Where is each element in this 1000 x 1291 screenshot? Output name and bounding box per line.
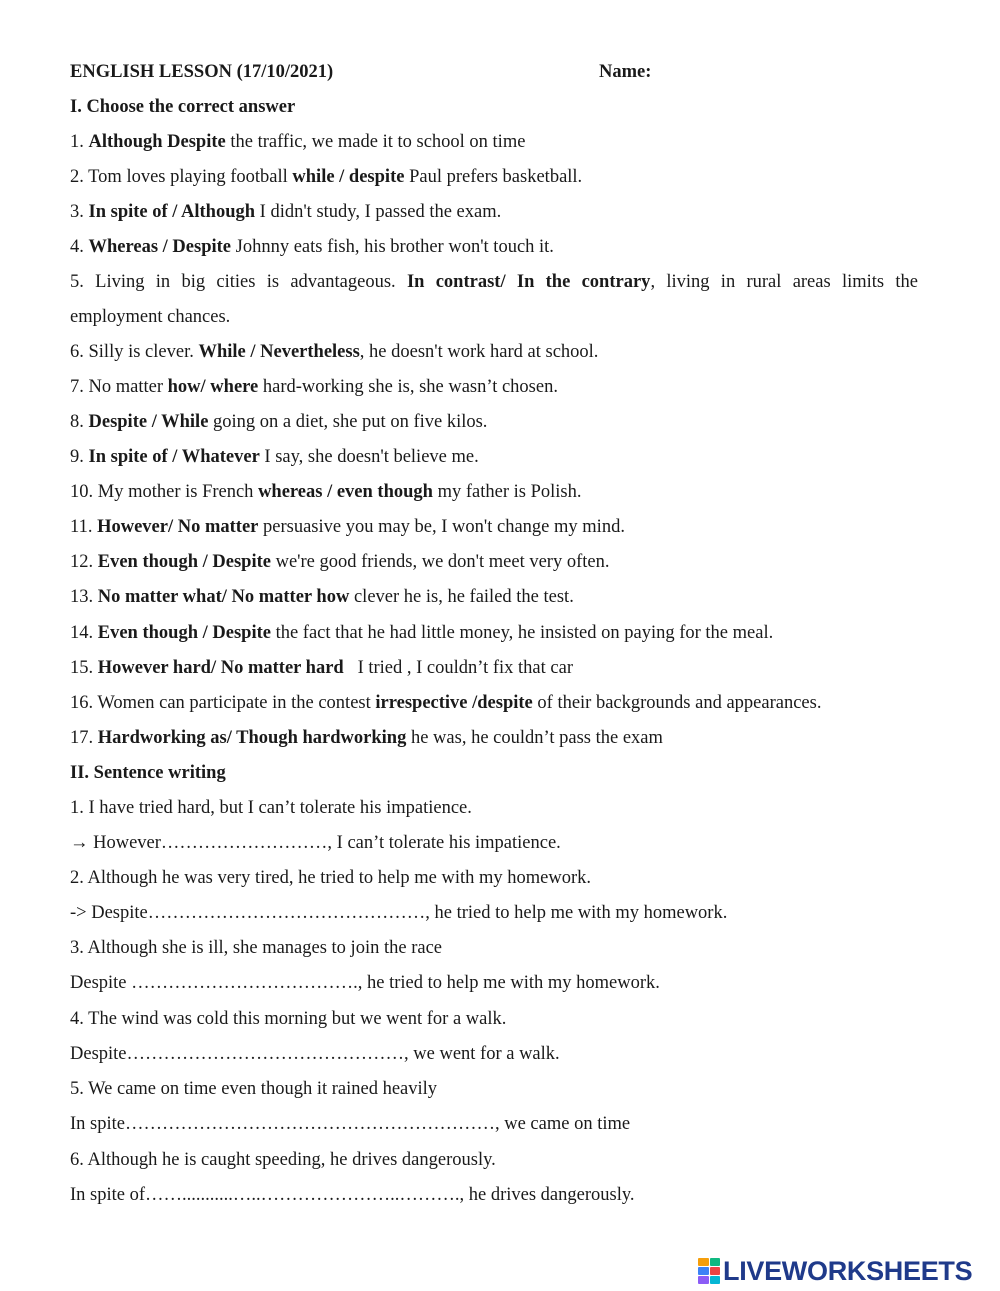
writing-answer-5[interactable]: In spite……………………………………………………, we came on time <box>70 1114 631 1134</box>
writing-answer-6[interactable]: In spite of……...........…..…………………..………., he drives dangerously. <box>70 1185 635 1205</box>
question-15: 15. However hard/ No matter hard I tried , I couldn’t fix that car <box>70 658 573 678</box>
logo-square-icon <box>698 1258 709 1266</box>
name-label: Name: <box>599 62 652 82</box>
writing-prompt-1: 1. I have tried hard, but I can’t tolerate his impatience. <box>70 798 472 818</box>
question-2: 2. Tom loves playing football while / despite Paul prefers basketball. <box>70 167 583 187</box>
question-11: 11. However/ No matter persuasive you may be, I won't change my mind. <box>70 517 625 537</box>
liveworksheets-logo <box>698 1254 998 1288</box>
writing-answer-3[interactable]: Despite ………………………………., he tried to help me with my homework. <box>70 973 660 993</box>
writing-prompt-2: 2. Although he was very tired, he tried to help me with my homework. <box>70 868 591 888</box>
question-7: 7. No matter how/ where hard-working she is, she wasn’t chosen. <box>70 377 558 397</box>
question-9: 9. In spite of / Whatever I say, she doesn't believe me. <box>70 447 479 467</box>
writing-answer-2[interactable]: -> Despite………………………………………, he tried to help me with my homework. <box>70 903 728 923</box>
question-3: 3. In spite of / Although I didn't study, I passed the exam. <box>70 202 502 222</box>
logo-square-icon <box>698 1276 709 1284</box>
writing-prompt-4: 4. The wind was cold this morning but we went for a walk. <box>70 1009 507 1029</box>
question-1: 1. Although Despite the traffic, we made it to school on time <box>70 132 526 152</box>
section-1-heading: I. Choose the correct answer <box>70 97 296 117</box>
question-4: 4. Whereas / Despite Johnny eats fish, his brother won't touch it. <box>70 237 554 257</box>
question-5: 5. Living in big cities is advantageous. In contrast/ In the contrary, living in rural areas limits the <box>70 272 919 292</box>
question-5-continuation: employment chances. <box>70 307 231 327</box>
question-17: 17. Hardworking as/ Though hardworking he was, he couldn’t pass the exam <box>70 728 663 748</box>
section-2-heading: II. Sentence writing <box>70 763 226 783</box>
logo-square-icon <box>698 1267 709 1275</box>
writing-answer-4[interactable]: Despite………………………………………, we went for a walk. <box>70 1044 560 1064</box>
question-6: 6. Silly is clever. While / Nevertheless, he doesn't work hard at school. <box>70 342 599 362</box>
writing-prompt-6: 6. Although he is caught speeding, he drives dangerously. <box>70 1150 496 1170</box>
logo-square-icon <box>710 1258 721 1266</box>
writing-answer-1[interactable]: → However………………………, I can’t tolerate his impatience. <box>70 833 561 853</box>
question-12: 12. Even though / Despite we're good friends, we don't meet very often. <box>70 552 610 572</box>
liveworksheets-wordmark: LIVEWORKSHEETS <box>723 1255 973 1286</box>
question-8: 8. Despite / While going on a diet, she put on five kilos. <box>70 412 488 432</box>
question-14: 14. Even though / Despite the fact that he had little money, he insisted on paying for the meal. <box>70 623 774 643</box>
liveworksheets-mark-icon <box>698 1258 720 1284</box>
question-10: 10. My mother is French whereas / even though my father is Polish. <box>70 482 582 502</box>
logo-square-icon <box>710 1276 721 1284</box>
question-16: 16. Women can participate in the contest irrespective /despite of their backgrounds and appearances. <box>70 693 822 713</box>
writing-prompt-3: 3. Although she is ill, she manages to join the race <box>70 938 442 958</box>
logo-square-icon <box>710 1267 721 1275</box>
question-13: 13. No matter what/ No matter how clever he is, he failed the test. <box>70 587 574 607</box>
writing-prompt-5: 5. We came on time even though it rained heavily <box>70 1079 438 1099</box>
lesson-title: ENGLISH LESSON (17/10/2021) <box>70 62 334 82</box>
